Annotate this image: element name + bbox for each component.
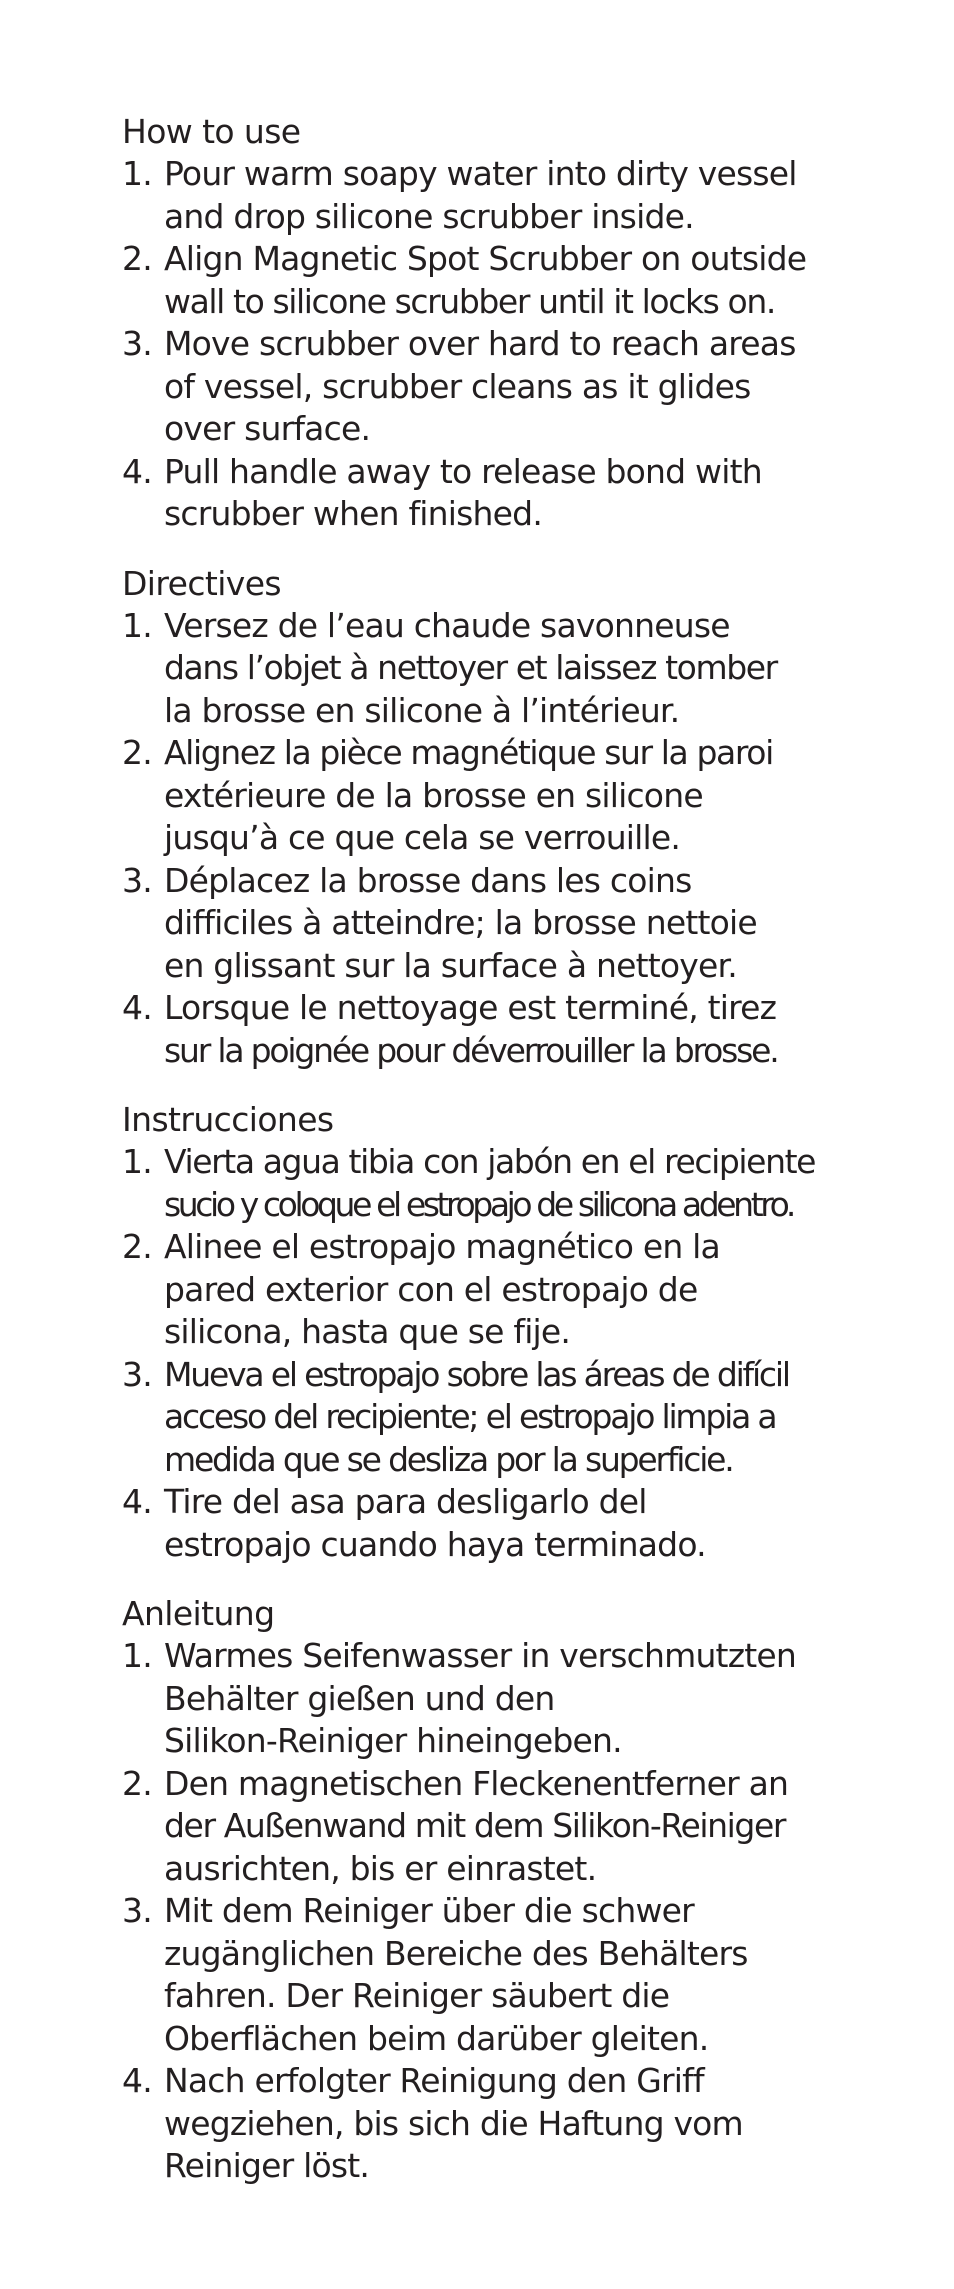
step-line: Silikon-Reiniger hineingeben. [164, 1721, 622, 1760]
step-line: en glissant sur la surface à nettoyer. [164, 945, 737, 985]
step-line: wall to silicone scrubber until it locks on. [164, 281, 775, 321]
step-line: Versez de l’eau chaude savonneuse [164, 605, 730, 645]
step-line: sur la poignée pour déverrouiller la brosse. [164, 1030, 778, 1070]
step-text [164, 2060, 862, 2188]
step-number: 2. [122, 733, 152, 772]
step-text [164, 1226, 862, 1354]
step-line: Oberflächen beim darüber gleiten. [164, 2018, 709, 2058]
step-text [164, 153, 862, 238]
step-number: 4. [122, 988, 152, 1027]
step-line: silicona, hasta que se fije. [164, 1312, 571, 1351]
step-line: Mueva el estropajo sobre las áreas de difícil [164, 1354, 789, 1394]
step-line: Déplacez la brosse dans les coins [164, 860, 692, 900]
step-text [164, 323, 862, 451]
step-line: Mit dem Reiniger über die schwer [164, 1891, 694, 1930]
step-text [164, 1763, 862, 1891]
step-item [122, 605, 862, 733]
step-line: ausrichten, bis er einrastet. [164, 1848, 597, 1888]
step-line: acceso del recipiente; el estropajo limpia a [164, 1397, 776, 1436]
step-number: 3. [122, 1354, 152, 1394]
step-line: wegziehen, bis sich die Haftung vom [164, 2103, 743, 2143]
step-number: 3. [122, 324, 152, 363]
step-number: 2. [122, 1227, 152, 1266]
section-spanish [122, 1098, 862, 1566]
step-line: and drop silicone scrubber inside. [164, 196, 694, 236]
step-text [164, 1890, 862, 2060]
step-line: Alinee el estropajo magnético en la [164, 1227, 720, 1266]
section-heading: How to use [122, 112, 301, 151]
section-german [122, 1592, 862, 2188]
step-number: 1. [122, 1636, 152, 1675]
section-heading: Directives [122, 563, 282, 603]
steps-list [122, 605, 862, 1073]
step-line: pared exterior con el estropajo de [164, 1269, 698, 1309]
step-number: 1. [122, 605, 152, 645]
step-number: 4. [122, 451, 152, 491]
step-number: 2. [122, 1763, 152, 1803]
step-text [164, 451, 862, 536]
step-text [164, 1141, 862, 1226]
steps-list [122, 1635, 862, 2188]
section-heading: Anleitung [122, 1594, 275, 1633]
step-line: dans l’objet à nettoyer et laissez tomber [164, 648, 777, 687]
step-item [122, 987, 862, 1072]
step-line: Behälter gießen und den [164, 1678, 555, 1718]
step-item [122, 1763, 862, 1891]
step-line: Vierta agua tibia con jabón en el recipiente [164, 1142, 816, 1181]
step-item [122, 1354, 862, 1482]
step-number: 3. [122, 860, 152, 900]
step-text [164, 860, 862, 988]
step-line: of vessel, scrubber cleans as it glides [164, 366, 751, 406]
step-item [122, 860, 862, 988]
step-number: 2. [122, 239, 152, 278]
step-item [122, 1141, 862, 1226]
step-line: Align Magnetic Spot Scrubber on outside [164, 239, 807, 278]
step-line: estropajo cuando haya terminado. [164, 1524, 706, 1564]
step-line: Lorsque le nettoyage est terminé, tirez [164, 988, 777, 1027]
step-line: Alignez la pièce magnétique sur la paroi [164, 733, 773, 772]
step-line: Reiniger löst. [164, 2146, 370, 2185]
step-item [122, 1635, 862, 1763]
step-number: 3. [122, 1891, 152, 1930]
step-text [164, 987, 862, 1072]
step-line: over surface. [164, 409, 371, 448]
step-item [122, 732, 862, 860]
step-line: difficiles à atteindre; la brosse nettoie [164, 903, 757, 942]
section-english [122, 110, 862, 536]
step-line: sucio y coloque el estropajo de silicona adentro. [164, 1184, 793, 1224]
step-item [122, 153, 862, 238]
step-item [122, 323, 862, 451]
step-number: 1. [122, 1142, 152, 1181]
step-item [122, 1226, 862, 1354]
step-item [122, 238, 862, 323]
step-item [122, 1481, 862, 1566]
step-text [164, 238, 862, 323]
step-number: 4. [122, 2061, 152, 2100]
step-text [164, 605, 862, 733]
step-line: jusqu’à ce que cela se verrouille. [164, 818, 681, 857]
instruction-document [122, 110, 862, 2214]
step-line: Nach erfolgter Reinigung den Griff [164, 2061, 704, 2100]
section-heading: Instrucciones [122, 1100, 334, 1139]
step-line: la brosse en silicone à l’intérieur. [164, 690, 680, 730]
step-number: 1. [122, 154, 152, 193]
step-number: 4. [122, 1482, 152, 1521]
step-item [122, 2060, 862, 2188]
step-line: Warmes Seifenwasser in verschmutzten [164, 1636, 796, 1675]
step-line: zugänglichen Bereiche des Behälters [164, 1933, 748, 1973]
step-text [164, 1354, 862, 1482]
step-line: Tire del asa para desligarlo del [164, 1482, 647, 1521]
step-text [164, 1481, 862, 1566]
step-text [164, 732, 862, 860]
step-line: Pull handle away to release bond with [164, 451, 762, 491]
section-french [122, 562, 862, 1073]
steps-list [122, 153, 862, 536]
step-line: Pour warm soapy water into dirty vessel [164, 154, 797, 193]
step-line: der Außenwand mit dem Silikon-Reiniger [164, 1806, 786, 1845]
step-line: fahren. Der Reiniger säubert die [164, 1976, 670, 2015]
step-line: extérieure de la brosse en silicone [164, 775, 703, 815]
step-line: Den magnetischen Fleckenentferner an [164, 1763, 789, 1803]
step-line: Move scrubber over hard to reach areas [164, 324, 796, 363]
steps-list [122, 1141, 862, 1566]
step-item [122, 451, 862, 536]
step-item [122, 1890, 862, 2060]
step-text [164, 1635, 862, 1763]
step-line: medida que se desliza por la superficie. [164, 1439, 733, 1479]
step-line: scrubber when finished. [164, 494, 543, 533]
